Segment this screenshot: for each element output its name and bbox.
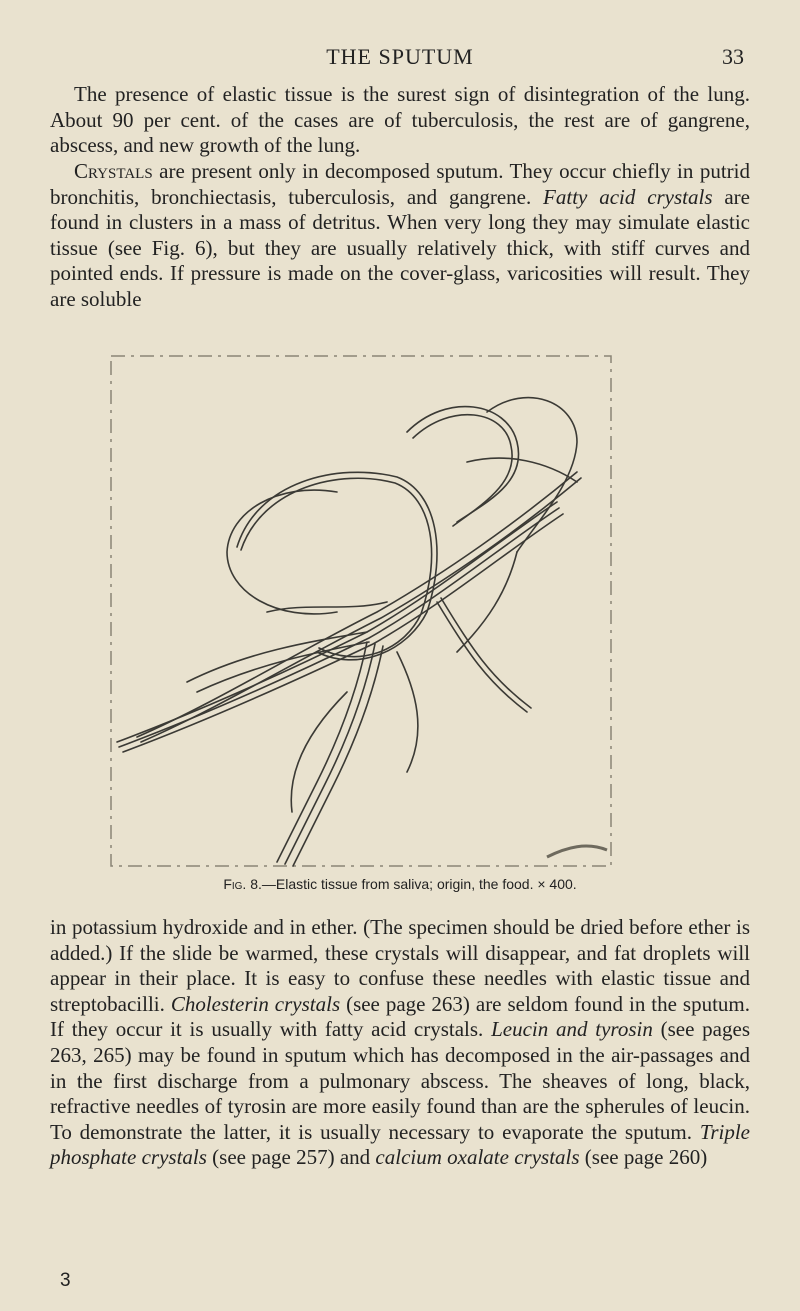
paragraph-3-text-4: (see page 257) and xyxy=(206,1145,376,1170)
calcium-oxalate-term: calcium oxalate crystals xyxy=(375,1145,580,1170)
running-head: THE SPUTUM xyxy=(326,44,474,69)
paragraph-1-text: The presence of elastic tissue is the surest sign of disintegration of the lung. About 90 per cent. of the cases are of tuberculosis, the rest are of gangrene, abscess, and new growth of the lung. xyxy=(50,82,750,158)
page-number: 33 xyxy=(722,44,744,69)
paragraph-crystals xyxy=(50,159,750,313)
paragraph-crystals-continued xyxy=(50,915,750,1171)
figure-caption-text: —Elastic tissue from saliva; origin, the food. × 400. xyxy=(261,876,577,892)
leucin-tyrosin-term: Leucin and tyrosin xyxy=(491,1017,653,1042)
fatty-acid-crystals-term: Fatty acid crystals xyxy=(543,184,713,209)
figure-caption xyxy=(0,876,800,892)
paragraph-elastic-tissue xyxy=(50,82,750,159)
paragraph-3-text-1: in potassium hydroxide and in ether. (The specimen should be dried before ether is added.) If the slide be warmed, these crystals will disappear, and fat droplets will appear in their place. It is easy to confuse these needles with elastic tissue and streptobacilli. xyxy=(50,915,750,1016)
figure-elastic-tissue-illustration xyxy=(107,352,615,870)
signature-mark: 3 xyxy=(60,1270,71,1291)
paragraph-2-text-2: are found in clusters in a mass of detritus. When very long they may simulate elastic tissue (see Fig. 6), but they are usually relatively thick, with stiff curves and pointed ends. If pressure is made on the cover-glass, varicosities will result. They are soluble xyxy=(50,184,750,311)
triple-phosphate-term: Triple phosphate crystals xyxy=(50,1119,750,1170)
paragraph-3-text-2: (see page 263) are seldom found in the sputum. If they occur it is usually with fatty acid crystals. xyxy=(50,991,750,1042)
crystals-lead: Crystals xyxy=(74,159,153,183)
cholesterin-crystals-term: Cholesterin crystals xyxy=(170,991,341,1016)
paragraph-3-text-3: (see pages 263, 265) may be found in sputum which has decomposed in the air-passages and in the first discharge from a pulmonary abscess. The sheaves of long, black, refractive needles of tyrosin are more easily found than are the spherules of leucin. To demonstrate the latter, it is usually necessary to evaporate the sputum. xyxy=(50,1017,750,1144)
paragraph-3-text-5: (see page 260) xyxy=(579,1145,708,1170)
figure-label: Fig. 8. xyxy=(223,876,262,892)
page-header xyxy=(0,44,800,74)
paragraph-2-text-1: are present only in decomposed sputum. They occur chiefly in putrid bronchitis, bronchiectasis, tuberculosis, and gangrene. xyxy=(50,159,750,209)
